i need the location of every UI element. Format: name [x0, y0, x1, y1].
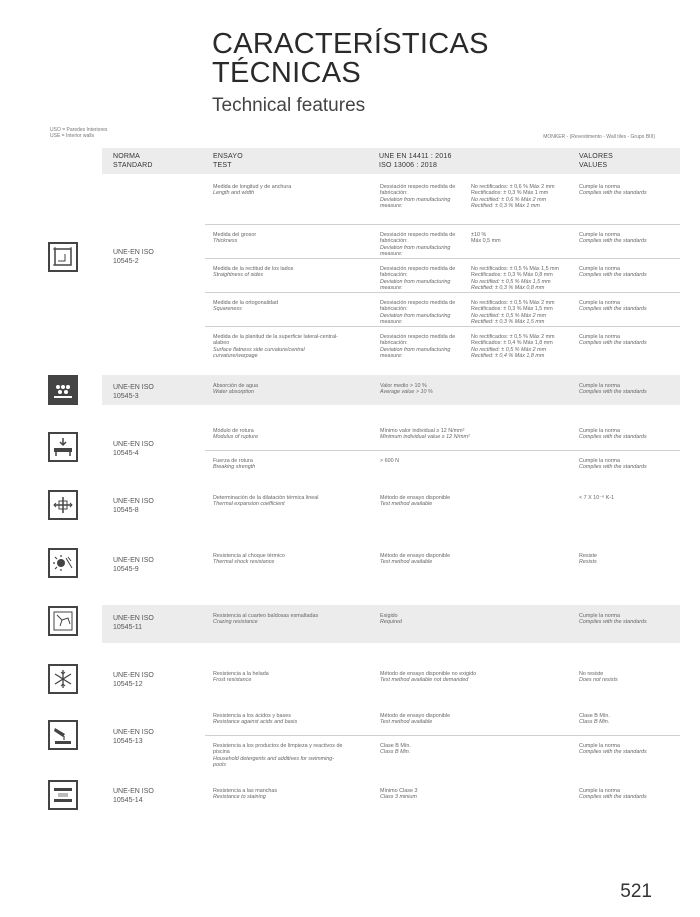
thermal-shock-icon-graphic [52, 552, 74, 574]
page-number: 521 [620, 881, 652, 902]
table-row [102, 605, 680, 643]
norma-code: UNE-EN ISO 10545-11 [113, 615, 154, 631]
requirement: Desviación respecto medida de fabricación: Deviation from manufacturing measure: [380, 334, 456, 360]
result-value: Cumple la norma Complies with the standards [579, 383, 647, 396]
norma-code: UNE-EN ISO 10545-3 [113, 384, 154, 400]
requirement-values: No rectificados: ± 0,5 % Máx 2 mm Rectificados: ± 0,3 % Máx 1,5 mm No rectified: ± 0,5 % Máx 2 mm Rectified: ± 0,3 % Máx 1,5 mm [471, 300, 555, 326]
norma-code: UNE-EN ISO 10545-8 [113, 498, 154, 514]
norma-code: UNE-EN ISO 10545-13 [113, 729, 154, 745]
thermal-expansion-icon-graphic [52, 494, 74, 516]
legend-line-1: USO = Paredes Interiores [50, 127, 108, 133]
test-name: Resistencia al cuarteo baldosas esmaltadas Crazing resistance [213, 613, 319, 626]
test-name: Medida de la planitud de la superficie lateral-central-alabeo Surface flatness side curvature/central curvature/warpage [213, 334, 338, 360]
thermal-shock-icon [48, 548, 78, 578]
requirement: Método de ensayo disponible Test method available [380, 553, 451, 566]
page-subtitle: Technical features [212, 95, 366, 116]
frost-icon-graphic [52, 668, 74, 690]
test-name: Resistencia a los productos de limpieza y reactivos de piscina Household detergents and additives for swimming-pools [213, 743, 343, 769]
requirement: Desviación respecto medida de fabricación: Deviation from manufacturing measure: [380, 232, 456, 258]
norma-code: UNE-EN ISO 10545-9 [113, 557, 154, 573]
result-value: Cumple la norma Complies with the standards [579, 266, 647, 279]
rupture-modulus-icon [48, 432, 78, 462]
chemical-resistance-icon-graphic [52, 724, 74, 746]
sub-row-divider [205, 735, 680, 736]
sub-row-divider [205, 258, 680, 259]
stain-resistance-icon [48, 780, 78, 810]
title-line-2: TÉCNICAS [212, 57, 362, 89]
result-value: Cumple la norma Complies with the standards [579, 743, 647, 756]
test-name: Medida de la rectitud de los lados Straightness of sides [213, 266, 294, 279]
result-value: Cumple la norma Complies with the standards [579, 458, 647, 471]
thermal-expansion-icon [48, 490, 78, 520]
stain-resistance-icon-graphic [52, 784, 74, 806]
requirement: Método de ensayo disponible no exigido Test method available not demanded [380, 671, 477, 684]
test-name: Medida de la ortogonalidad Squareness [213, 300, 279, 313]
page-title [212, 30, 489, 88]
result-value: Cumple la norma Complies with the standards [579, 184, 647, 197]
test-name: Medida del grosor Thickness [213, 232, 257, 245]
test-name: Absorción de agua Water absorption [213, 383, 258, 396]
rupture-modulus-icon-graphic [52, 436, 74, 458]
result-value: Resiste Resists [579, 553, 597, 566]
dimensions-square-icon [48, 242, 78, 272]
requirement: Método de ensayo disponible Test method available [380, 713, 451, 726]
requirement-values: No rectificados: ± 0,5 % Máx 2 mm Rectificados: ± 0,4 % Máx 1,8 mm No rectified: ± 0,5 % Máx 2 mm Rectified: ± 0,4 % Máx 1,8 mm [471, 334, 555, 360]
requirement: Exigido Required [380, 613, 402, 626]
requirement: > 600 N [380, 458, 400, 464]
table-row [0, 705, 700, 775]
header-norma: NORMA STANDARD [113, 153, 153, 169]
norma-code: UNE-EN ISO 10545-14 [113, 788, 154, 804]
frost-icon [48, 664, 78, 694]
table-header [102, 148, 680, 174]
requirement-values: No rectificados: ± 0,5 % Máx 1,5 mm Rectificados: ± 0,3 % Máx 0,8 mm No rectified: ± 0,5 % Máx 1,5 mm Rectified: ± 0,3 % Máx 0,8 mm [471, 266, 560, 292]
test-name: Resistencia a las manchas Resistance to staining [213, 788, 278, 801]
result-value: Clase B Mín. Class B Min. [579, 713, 610, 726]
test-name: Resistencia a los ácidos y bases Resistance against acids and basis [213, 713, 298, 726]
requirement-values: No rectificados: ± 0,6 % Máx 2 mm Rectificados: ± 0,3 % Máx 1 mm No rectified: ± 0,6 % Máx 2 mm Rectified: ± 0,3 % Máx 1 mm [471, 184, 555, 210]
requirement: Desviación respecto medida de fabricación: Deviation from manufacturing measure: [380, 266, 456, 292]
table-row [0, 545, 700, 585]
water-absorption-icon-graphic [52, 379, 74, 401]
requirement: Desviación respecto medida de fabricación: Deviation from manufacturing measure: [380, 300, 456, 326]
test-name: Determinación de la dilatación térmica lineal Thermal expansion coefficient [213, 495, 319, 508]
crazing-icon-graphic [52, 610, 74, 632]
result-value: < 7 X 10⁻⁶ K-1 [579, 495, 615, 501]
chemical-resistance-icon [48, 720, 78, 750]
requirement: Mínimo Clase 3 Class 3 minium [380, 788, 418, 801]
test-name: Módulo de rotura Modulus of rupture [213, 428, 258, 441]
test-name: Medida de longitud y de anchura Length and width [213, 184, 292, 197]
table-row [0, 487, 700, 525]
legend-line-2: USE = Interior walls [50, 133, 95, 139]
header-valores: VALORES VALUES [579, 153, 613, 169]
requirement-values: ±10 % Máx 0,5 mm [471, 232, 501, 245]
table-row [102, 375, 680, 405]
requirement: Valor medio > 10 % Average value > 10 % [380, 383, 433, 396]
norma-code: UNE-EN ISO 10545-4 [113, 441, 154, 457]
title-line-1: CARACTERÍSTICAS [212, 28, 489, 60]
result-value: Cumple la norma Complies with the standards [579, 613, 647, 626]
table-row [0, 780, 700, 820]
sub-row-divider [205, 224, 680, 225]
result-value: No resiste Does not resists [579, 671, 618, 684]
result-value: Cumple la norma Complies with the standards [579, 428, 647, 441]
sub-row-divider [205, 292, 680, 293]
sub-row-divider [205, 326, 680, 327]
norma-code: UNE-EN ISO 10545-12 [113, 672, 154, 688]
crazing-icon [48, 606, 78, 636]
norma-code: UNE-EN ISO 10545-2 [113, 249, 154, 265]
requirement: Desviación respecto medida de fabricación: Deviation from manufacturing measure: [380, 184, 456, 210]
result-value: Cumple la norma Complies with the standards [579, 788, 647, 801]
result-value: Cumple la norma Complies with the standards [579, 300, 647, 313]
product-line: MONKER - (Revestimento - Wall tiles - Grupo BIII) [543, 134, 655, 140]
requirement: Método de ensayo disponible Test method available [380, 495, 451, 508]
table-row [0, 663, 700, 701]
dimensions-square-icon-graphic [52, 246, 74, 268]
header-ensayo: ENSAYO TEST [213, 153, 243, 169]
requirement: Mínimo valor individual ≥ 12 N/mm² Minimum individual value ≥ 12 N/mm² [380, 428, 470, 441]
test-name: Fuerza de rotura Breaking strength [213, 458, 256, 471]
table-row [0, 176, 700, 372]
result-value: Cumple la norma Complies with the standards [579, 334, 647, 347]
header-une: UNE EN 14411 : 2016 ISO 13006 : 2018 [379, 153, 452, 169]
test-name: Resistencia al choque térmico Thermal shock resistance [213, 553, 285, 566]
result-value: Cumple la norma Complies with the standards [579, 232, 647, 245]
table-row [0, 420, 700, 478]
requirement: Clase B Mín. Class B Min. [380, 743, 411, 756]
use-legend [50, 127, 107, 139]
water-absorption-icon [48, 375, 78, 405]
test-name: Resistencia a la helada Frost resistance [213, 671, 269, 684]
sub-row-divider [205, 450, 680, 451]
